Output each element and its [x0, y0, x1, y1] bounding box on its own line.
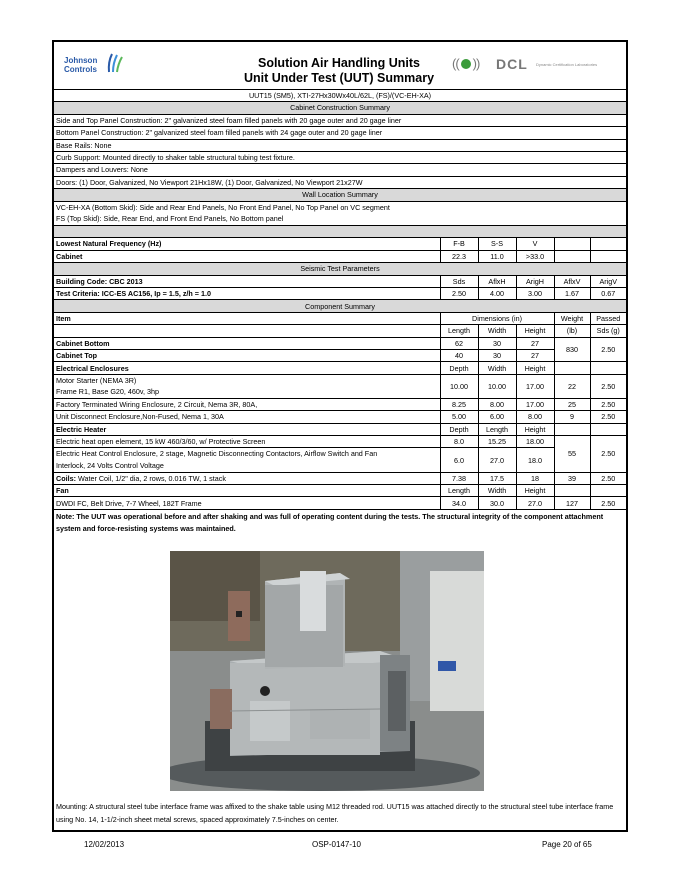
motor-line1: Motor Starter (NEMA 3R) — [56, 375, 137, 385]
footer-page-number: Page 20 of 65 — [542, 840, 592, 849]
weight-value: 9 — [554, 411, 590, 423]
width-header: Width — [478, 325, 516, 337]
page-title — [214, 56, 464, 86]
seismic-value: 1.67 — [554, 287, 590, 299]
coils-label — [54, 472, 440, 484]
freq-header: S-S — [478, 238, 516, 250]
frequency-table — [54, 238, 626, 510]
dim-value: 27.0 — [516, 497, 554, 509]
passed-value: 2.50 — [590, 497, 626, 509]
construction-line: Base Rails: None — [54, 140, 626, 152]
dcl-logo — [452, 56, 622, 76]
dim-value: 8.25 — [440, 398, 478, 410]
passed-value: 2.50 — [590, 411, 626, 423]
johnson-controls-logo — [64, 52, 126, 80]
jci-logo-text — [64, 56, 97, 74]
cabinet-freq-label: Cabinet — [54, 250, 440, 262]
passed-value: 2.50 — [590, 472, 626, 484]
col-header: Width — [478, 362, 516, 374]
weight-value: 39 — [554, 472, 590, 484]
freq-value: 11.0 — [478, 250, 516, 262]
col-header: Height — [516, 485, 554, 497]
construction-line: Dampers and Louvers: None — [54, 164, 626, 176]
dcl-subtitle: Dynamic Certification Laboratories — [536, 62, 598, 67]
footer-doc-id: OSP-0147-10 — [312, 840, 361, 849]
col-header: Length — [440, 485, 478, 497]
construction-line: Side and Top Panel Construction: 2" galvanized steel foam filled panels with 20 gage outer and 20 gage liner — [54, 115, 626, 127]
seismic-value: 4.00 — [478, 287, 516, 299]
item-header: Item — [54, 312, 440, 324]
dim-value: 30.0 — [478, 497, 516, 509]
col-header: Depth — [440, 423, 478, 435]
dim-value: 10.00 — [478, 374, 516, 398]
motor-line2: Frame R1, Base G20, 460v, 3hp — [56, 387, 159, 397]
construction-line: Doors: (1) Door, Galvanized, No Viewport 21Hx18W, (1) Door, Galvanized, No Viewport 21x27W — [54, 177, 626, 189]
wall-location-text — [54, 202, 626, 226]
weight-header: Weight — [554, 312, 590, 324]
coils-rest: Water Coil, 1/2" dia, 2 rows, 0.016 TW, 1 stack — [75, 473, 226, 483]
wall-location-heading: Wall Location Summary — [54, 189, 626, 201]
freq-value: >33.0 — [516, 250, 554, 262]
dim-value: 30 — [478, 349, 516, 361]
dim-value: 8.00 — [478, 398, 516, 410]
motor-starter-label — [54, 374, 440, 398]
dim-value: 18 — [516, 472, 554, 484]
dcl-name: DCL — [496, 56, 528, 72]
cabinet-bottom-label: Cabinet Bottom — [54, 337, 440, 349]
seismic-value: 2.50 — [440, 287, 478, 299]
seismic-heading: Seismic Test Parameters — [54, 263, 626, 275]
dimensions-header: Dimensions (in) — [440, 312, 554, 324]
heat-control-label — [54, 448, 440, 472]
seismic-header: Sds — [440, 275, 478, 287]
height-header: Height — [516, 325, 554, 337]
dim-value: 5.00 — [440, 411, 478, 423]
dim-value: 10.00 — [440, 374, 478, 398]
electric-heater-label: Electric Heater — [54, 423, 440, 435]
col-header: Length — [478, 423, 516, 435]
seismic-header: ArigH — [516, 275, 554, 287]
passed-value: 2.50 — [590, 374, 626, 398]
frequency-label: Lowest Natural Frequency (Hz) — [54, 238, 440, 250]
weight-value: 25 — [554, 398, 590, 410]
dim-value: 27 — [516, 337, 554, 349]
seismic-header: ArigV — [590, 275, 626, 287]
seismic-value: 3.00 — [516, 287, 554, 299]
dim-value: 8.00 — [516, 411, 554, 423]
dim-value: 34.0 — [440, 497, 478, 509]
dcl-signal-icon: (( )) — [452, 56, 480, 71]
seismic-header: AflxV — [554, 275, 590, 287]
disconnect-label: Unit Disconnect Enclosure,Non-Fused, Nema 1, 30A — [54, 411, 440, 423]
cabinet-top-label: Cabinet Top — [54, 349, 440, 361]
cabinet-weight: 830 — [554, 337, 590, 362]
passed-unit: Sds (g) — [590, 325, 626, 337]
dim-value: 62 — [440, 337, 478, 349]
heat-control-line2: Interlock, 24 Volts Control Voltage — [56, 461, 164, 471]
freq-value: 22.3 — [440, 250, 478, 262]
dim-value: 17.00 — [516, 374, 554, 398]
seismic-header: AflxH — [478, 275, 516, 287]
dim-value: 6.0 — [440, 448, 478, 472]
length-header: Length — [440, 325, 478, 337]
passed-value: 2.50 — [590, 398, 626, 410]
dim-value: 6.00 — [478, 411, 516, 423]
fan-row-label: DWDI FC, Belt Drive, 7-7 Wheel, 182T Frame — [54, 497, 440, 509]
dim-value: 40 — [440, 349, 478, 361]
test-criteria: Test Criteria: ICC-ES AC156, Ip = 1.5, z/h = 1.0 — [54, 287, 440, 299]
freq-header: V — [516, 238, 554, 250]
mounting-description: Mounting: A structural steel tube interface frame was affixed to the shake table using M12 threaded rod. UUT15 was attached directly to the structural steel tube interface frame using No. 14, 1-1/2-inch sheet metal screws, spaced approximately 7.5-inches on center. — [56, 802, 614, 824]
weight-value: 127 — [554, 497, 590, 509]
page-header — [54, 42, 626, 90]
construction-line: Bottom Panel Construction: 2" galvanized steel foam filled panels with 24 gage outer and 20 gage liner — [54, 127, 626, 139]
jci-leaf-icon — [106, 52, 124, 74]
dim-value: 27 — [516, 349, 554, 361]
construction-line: Curb Support: Mounted directly to shaker table structural tubing test fixture. — [54, 152, 626, 164]
wall-line1: VC-EH-XA (Bottom Skid): Side and Rear End Panels, No Front End Panel, No Top Panel on VC segment — [56, 202, 390, 212]
jci-line1: Johnson — [64, 56, 98, 65]
passed-header: Passed — [590, 312, 626, 324]
title-line1: Solution Air Handling Units — [257, 56, 421, 70]
page-frame — [52, 40, 628, 832]
spacer-row — [54, 226, 626, 238]
col-header: Depth — [440, 362, 478, 374]
dim-value: 7.38 — [440, 472, 478, 484]
heat-element-label: Electric heat open element, 15 kW 460/3/60, w/ Protective Screen — [54, 436, 440, 448]
col-header: Height — [516, 423, 554, 435]
factory-enclosure-label: Factory Terminated Wiring Enclosure, 2 Circuit, Nema 3R, 80A, — [54, 398, 440, 410]
dim-value: 30 — [478, 337, 516, 349]
uut-photo — [170, 551, 484, 791]
dim-value: 17.5 — [478, 472, 516, 484]
cabinet-passed: 2.50 — [590, 337, 626, 362]
seismic-value: 0.67 — [590, 287, 626, 299]
heater-passed: 2.50 — [590, 436, 626, 473]
building-code: Building Code: CBC 2013 — [54, 275, 440, 287]
coils-bold: Coils: — [56, 473, 76, 483]
col-header: Width — [478, 485, 516, 497]
fan-label: Fan — [54, 485, 440, 497]
weight-value: 22 — [554, 374, 590, 398]
col-header: Height — [516, 362, 554, 374]
air-handler-photo-graphic — [170, 551, 484, 791]
dim-value: 27.0 — [478, 448, 516, 472]
dim-value: 18.00 — [516, 436, 554, 448]
footer-date: 12/02/2013 — [84, 840, 125, 849]
dim-value: 18.0 — [516, 448, 554, 472]
heater-weight: 55 — [554, 436, 590, 473]
uut-line: UUT15 (SM5), XTI-27Hx30Wx40L/62L, (FS)/(VC-EH-XA) — [54, 90, 626, 102]
wall-line2: FS (Top Skid): Side, Rear End, and Front End Panels, No Bottom panel — [56, 214, 284, 224]
weight-unit: (lb) — [554, 325, 590, 337]
component-heading: Component Summary — [54, 300, 626, 312]
summary-content — [54, 90, 626, 536]
freq-header: F-B — [440, 238, 478, 250]
dim-value: 17.00 — [516, 398, 554, 410]
operational-note: Note: The UUT was operational before and after shaking and was full of operating content during the tests. The structural integrity of the component attachment system and force-resisting systems was maintained. — [56, 511, 604, 533]
electrical-enclosures-label: Electrical Enclosures — [54, 362, 440, 374]
jci-line2: Controls — [64, 65, 97, 74]
heat-control-line1: Electric Heat Control Enclosure, 2 stage, Magnetic Disconnecting Contactors, Airflow Switch and Fan — [56, 449, 378, 459]
cabinet-construction-heading: Cabinet Construction Summary — [54, 102, 626, 114]
dim-value: 15.25 — [478, 436, 516, 448]
dim-value: 8.0 — [440, 436, 478, 448]
title-line2: Unit Under Test (UUT) Summary — [243, 71, 435, 85]
